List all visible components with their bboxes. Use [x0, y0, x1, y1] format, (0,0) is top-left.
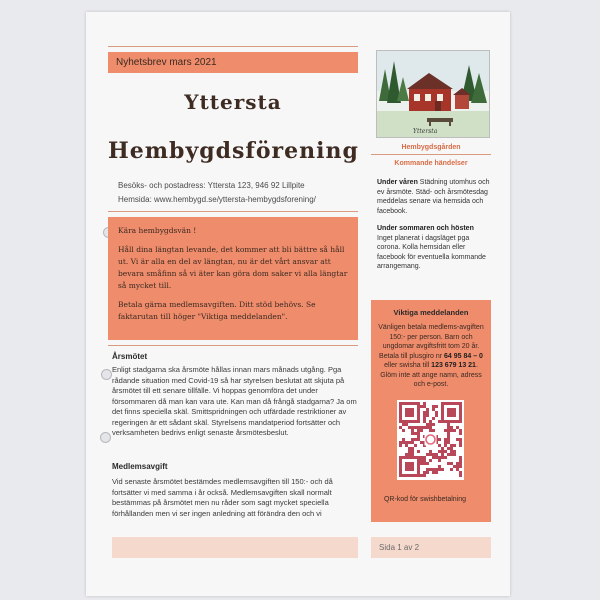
- membership-fee-paragraph: Vid senaste årsmötet bestämdes medlemsavgiften till 150:- och då fortsätter vi med samma i år också. Medlemsavgiften skall normalt bestämmas på årsmötet men nu råder som sagt mycket speciella förhållanden men vi ser ingen anledning att förändra den och vi: [112, 477, 333, 518]
- page-indicator: Sida 1 av 2: [371, 537, 491, 558]
- sidebar-divider-1: [371, 154, 491, 155]
- event-summer-text: Inget planerat i dagsläget pga corona. Kolla hemsidan eller facebook för eventuella kommande arrangemang.: [377, 234, 486, 270]
- qr-caption: QR-kod för swishbetalning: [383, 496, 467, 503]
- event-summer: [377, 224, 491, 272]
- photo-caption: Hembygdsgården: [401, 144, 461, 151]
- footer-bar: [112, 537, 358, 558]
- notice-plusgiro: 64 95 84 – 0: [444, 352, 483, 360]
- annual-meeting-heading: Årsmötet: [112, 352, 148, 361]
- punch-hole-upper: [101, 369, 112, 380]
- header-divider: [108, 46, 358, 47]
- association-title-line2: Hembygdsförening: [108, 138, 359, 164]
- notice-text: [377, 323, 485, 390]
- newsletter-date: Nyhetsbrev mars 2021: [108, 52, 358, 73]
- notice-text-part-b: eller swisha till: [384, 362, 432, 369]
- house-painting-illustration: [377, 51, 489, 137]
- greeting-paragraph-2: Betala gärna medlemsavgiften. Ditt stöd behövs. Se faktarutan till höger "Viktiga meddelanden".: [118, 300, 316, 321]
- notice-swish-number: 123 679 13 21: [431, 362, 476, 369]
- annual-meeting-paragraph: Enligt stadgarna ska årsmöte hållas innan mars månads utgång. Pga rådande situation med Covid-19 så har styrelsen beslutat att skjuta på årsmötet till ett senare tillfälle. Vi hoppas genomföra det under försommaren då man kan vara ute. Kan man då frångå stadgarna? Ja om det finns speciella skäl. Smittspridningen och utfärdade restriktioner av regeringen är ett sådant skäl. Styrelsens mandatperiod fortsätter och verksamheten bedrivs enligt senaste årsmötesbeslut.: [112, 365, 357, 437]
- punch-hole-middle: [100, 432, 111, 443]
- notice-text-part-a: Vänligen betala medlems-avgiften 150:- per person. Barn och ungdomar avgiftsfritt tom 20 år. Betala till plusgiro nr: [378, 324, 484, 360]
- important-notices-box: [371, 300, 491, 522]
- event-spring: [377, 178, 491, 216]
- greeting-box: [108, 217, 358, 340]
- swish-qr-code: [397, 400, 464, 480]
- hembygdsgarden-photo: [376, 50, 490, 138]
- membership-fee-text: [112, 477, 358, 519]
- event-spring-text: Städning utomhus och ev årsmöte. Städ- och årsmötesdag meddelas senare via hemsida och facebook.: [377, 179, 490, 215]
- annual-meeting-text: [112, 365, 358, 439]
- contact-website: Hemsida: www.hembygd.se/yttersta-hembygdsforening/: [118, 195, 316, 204]
- events-heading: Kommande händelser: [394, 160, 468, 167]
- svg-text:Yttersta: Yttersta: [413, 128, 438, 135]
- membership-fee-heading: Medlemsavgift: [112, 462, 168, 471]
- notice-heading: Viktiga meddelanden: [393, 308, 469, 317]
- greeting-divider: [108, 345, 358, 346]
- greeting-paragraph-1: Håll dina längtan levande, det kommer att bli bättre så håll ut. Vi är alla en del av längtan, nu är det vårt ansvar att bevara småfinn så vi äter kan göra dom saker vi alla längtar så mycket till.: [118, 245, 348, 290]
- qr-code-graphic: [397, 400, 464, 480]
- event-spring-title: Under våren: [377, 179, 418, 186]
- event-summer-title: Under sommaren och hösten: [377, 225, 474, 232]
- contact-address: Besöks- och postadress: Yttersta 123, 946 92 Lillpite: [118, 181, 305, 190]
- notice-text-part-c: . Glöm inte att ange namn, adress och e-post.: [380, 362, 482, 388]
- contact-divider: [108, 211, 358, 212]
- association-title-line1: Yttersta: [184, 90, 282, 114]
- greeting-salutation: Kära hembygdsvän !: [118, 226, 197, 235]
